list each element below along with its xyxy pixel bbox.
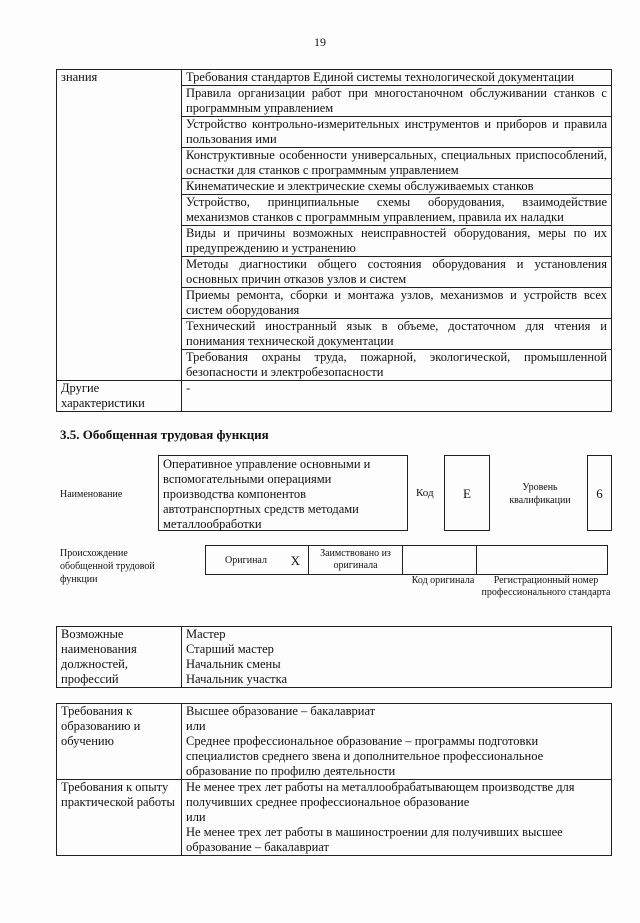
knowledge-item: Требования охраны труда, пожарной, экологической, промышленной безопасности и электробезопасности: [182, 350, 612, 381]
borrowed-cell: Заимствовано из оригинала: [308, 545, 403, 575]
list-item: или: [186, 810, 206, 824]
positions-table: [56, 626, 612, 688]
knowledge-item: Кинематические и электрические схемы обслуживаемых станков: [182, 179, 612, 195]
experience-label: Требования к опыту практической работы: [57, 780, 182, 856]
knowledge-item: Виды и причины возможных неисправностей оборудования, меры по их предупреждению и устранению: [182, 226, 612, 257]
knowledge-item: Технический иностранный язык в объеме, достаточном для чтения и понимания технической документации: [182, 319, 612, 350]
positions-label: Возможные наименования должностей, профессий: [57, 627, 182, 688]
list-item: Не менее трех лет работы на металлообрабатывающем производстве для получивших среднее профессиональное образование: [186, 780, 575, 809]
positions-list: [182, 627, 612, 688]
education-value: [182, 704, 612, 780]
list-item: Мастер: [186, 627, 226, 641]
original-code-caption: Код оригинала: [411, 575, 475, 586]
table-row: [57, 381, 612, 412]
knowledge-item: Устройство контрольно-измерительных инструментов и приборов и правила пользования ими: [182, 117, 612, 148]
original-label: Оригинал: [225, 554, 267, 566]
origin-label: Происхождение обобщенной трудовой функции: [60, 548, 155, 585]
function-name-box: Оперативное управление основными и вспомогательными операциями производства компонентов автотранспортных средств методами металлообработки: [158, 455, 408, 531]
list-item: Начальник участка: [186, 672, 288, 686]
section-title: 3.5. Обобщенная трудовая функция: [60, 427, 269, 442]
experience-value: [182, 780, 612, 856]
knowledge-label: знания: [57, 70, 182, 381]
qualification-level-label: Уровень квалификации: [509, 482, 571, 506]
table-row: [57, 627, 612, 688]
original-code-cell: [402, 545, 477, 575]
list-item: Начальник смены: [186, 657, 281, 671]
list-item: Высшее образование – бакалавриат: [186, 704, 376, 718]
origin-row: [206, 545, 608, 575]
registration-number-cell: [476, 545, 608, 575]
list-item: Старший мастер: [186, 642, 274, 656]
page-number: 19: [314, 35, 326, 49]
list-item: Среднее профессиональное образование – программы подготовки специалистов среднего звена и дополнительное профессиональное образование по профилю деятельности: [186, 734, 544, 778]
registration-number-caption: Регистрационный номер профессионального стандарта: [481, 575, 611, 598]
knowledge-item: Правила организации работ при многостаночном обслуживании станков с программным управлением: [182, 86, 612, 117]
code-box: E: [444, 455, 490, 531]
education-label: Требования к образованию и обучению: [57, 704, 182, 780]
original-cell: [205, 545, 309, 575]
original-mark: X: [290, 553, 300, 568]
code-label: Код: [416, 487, 434, 499]
knowledge-item: Приемы ремонта, сборки и монтажа узлов, механизмов и устройств всех систем оборудования: [182, 288, 612, 319]
knowledge-item: Конструктивные особенности универсальных, специальных приспособлений, оснастки для станков с программным управлением: [182, 148, 612, 179]
qualification-level-box: 6: [587, 455, 612, 531]
other-characteristics-label: Другие характеристики: [57, 381, 182, 412]
requirements-table: [56, 703, 612, 856]
other-characteristics-value: -: [182, 381, 612, 412]
name-label: Наименование: [60, 489, 123, 500]
list-item: Не менее трех лет работы в машиностроении для получивших высшее образование – бакалавриат: [186, 825, 563, 854]
knowledge-item: Требования стандартов Единой системы технологической документации: [182, 70, 612, 86]
table-row: [57, 704, 612, 780]
table-row: [57, 780, 612, 856]
list-item: или: [186, 719, 206, 733]
knowledge-item: Устройство, принципиальные схемы оборудования, взаимодействие механизмов станков с программным управлением, правила их наладки: [182, 195, 612, 226]
table-row: [57, 70, 612, 86]
knowledge-table: [56, 69, 612, 412]
knowledge-item: Методы диагностики общего состояния оборудования и установления основных причин отказов узлов и систем: [182, 257, 612, 288]
